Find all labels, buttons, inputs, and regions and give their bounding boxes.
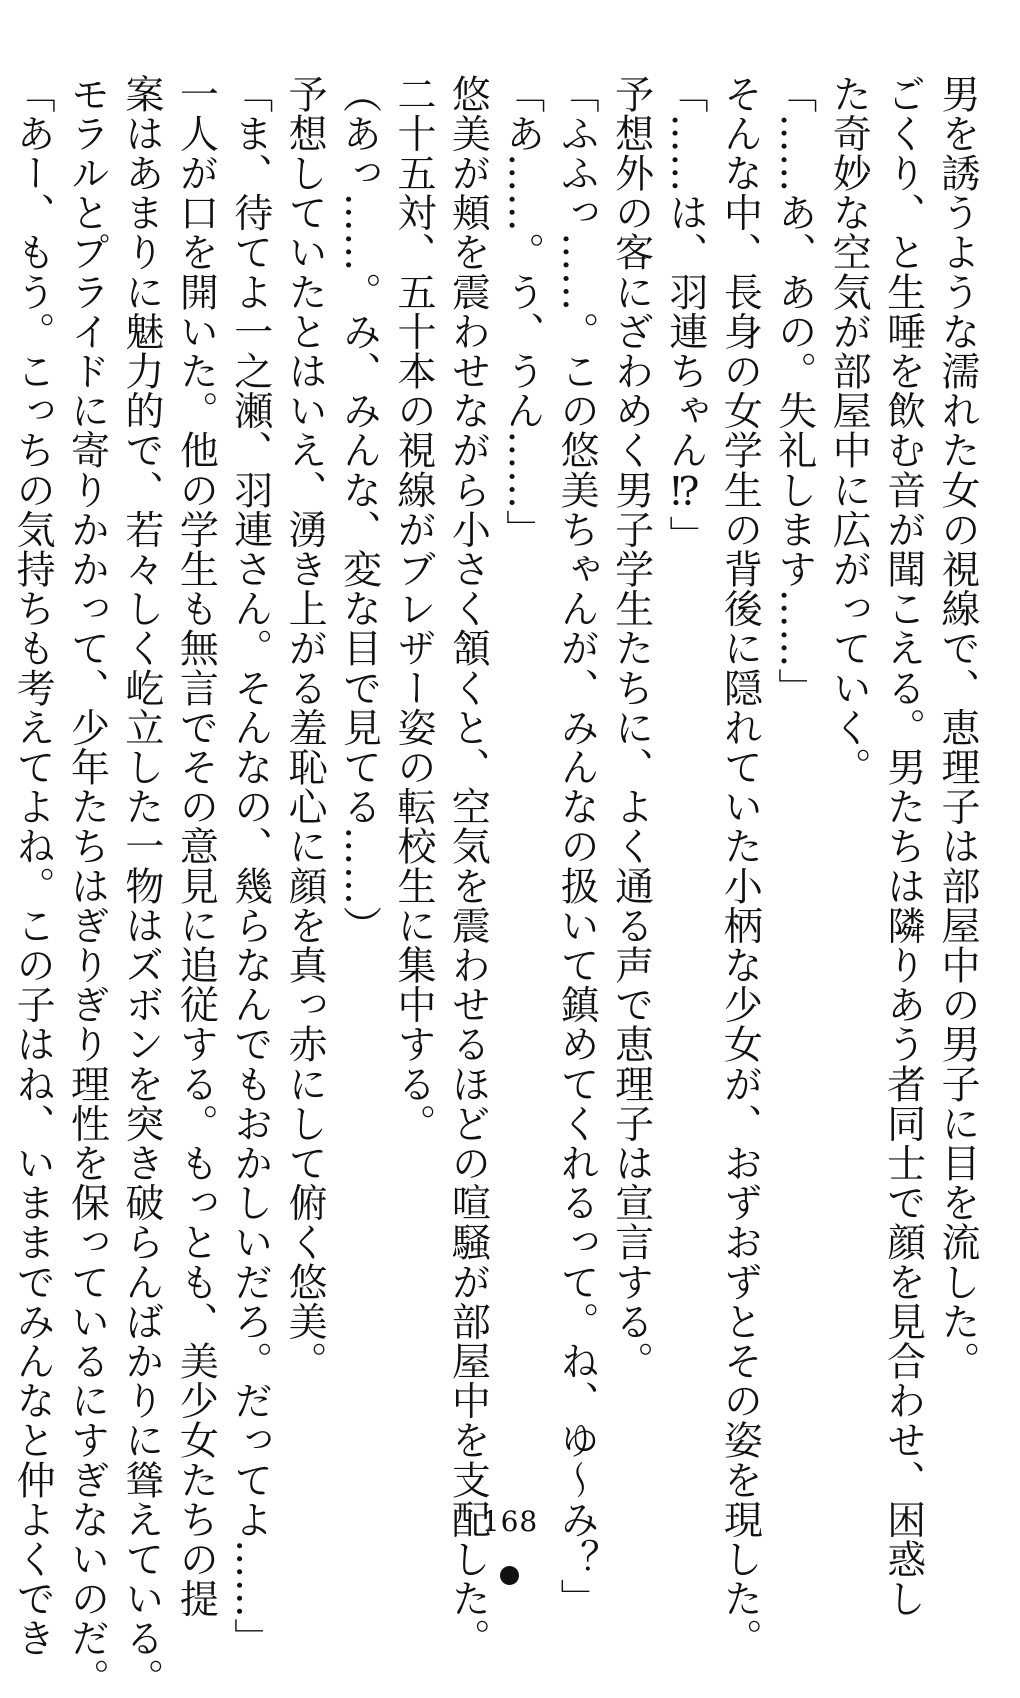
text-line: 男を誘うような濡れた女の視線で、恵理子は部屋中の男子に目を流した。 (935, 74, 980, 1381)
text-line: 「……あ、あの。失礼します……」 (771, 74, 817, 708)
text-line: モラルとプライドに寄りかかって、少年たちはぎりぎり理性を保っているにすぎないのだ。 (64, 74, 110, 1698)
text-line: 予想外の客にざわめく男子学生たちに、よく通る声で恵理子は宣言する。 (608, 74, 654, 1381)
text-line: 案はあまりに魅力的で、若々しく屹立した一物はズボンを突き破らんばかりに聳えている。 (118, 74, 164, 1698)
text-line: 一人が口を開いた。他の学生も無言でその意見に追従する。もっとも、美少女たちの提 (173, 74, 219, 1619)
text-line: （あっ……。み、みんな、変な目で見てる……） (336, 74, 382, 946)
text-line: 「あー、もう。こっちの気持ちも考えてよね。この子はね、いままでみんなと仲よくでき (10, 74, 56, 1658)
page-number: 168 (481, 1505, 539, 1538)
text-line: ごくり、と生唾を飲む音が聞こえる。男たちは隣りあう者同士で顔を見合わせ、困惑し (880, 74, 926, 1619)
text-line: 二十五対、五十本の視線がブレザー姿の転校生に集中する。 (390, 74, 436, 1144)
text-line: 「……は、羽連ちゃん⁉」 (662, 74, 708, 556)
text-line: 「ふふっ……。この悠美ちゃんが、みんなの扱いて鎮めてくれるって。ね、ゆ〜み？」 (554, 74, 600, 1619)
text-line: た奇妙な空気が部屋中に広がっていく。 (826, 74, 872, 787)
text-line: 「あ……。う、うん……」 (499, 74, 545, 550)
text-line: 予想していたとはいえ、湧き上がる羞恥心に顔を真っ赤にして俯く悠美。 (282, 74, 328, 1381)
text-line: そんな中、長身の女学生の背後に隠れていた小柄な少女が、おずおずとその姿を現した。 (717, 74, 763, 1658)
text-line: 悠美が頬を震わせながら小さく頷くと、空気を震わせるほどの喧騒が部屋中を支配した。 (445, 74, 491, 1658)
page-marker-dot (500, 1566, 519, 1585)
text-line: 「ま、待てよ一之瀬、羽連さん。そんなの、幾らなんでもおかしいだろ。だってよ……」 (227, 74, 273, 1658)
